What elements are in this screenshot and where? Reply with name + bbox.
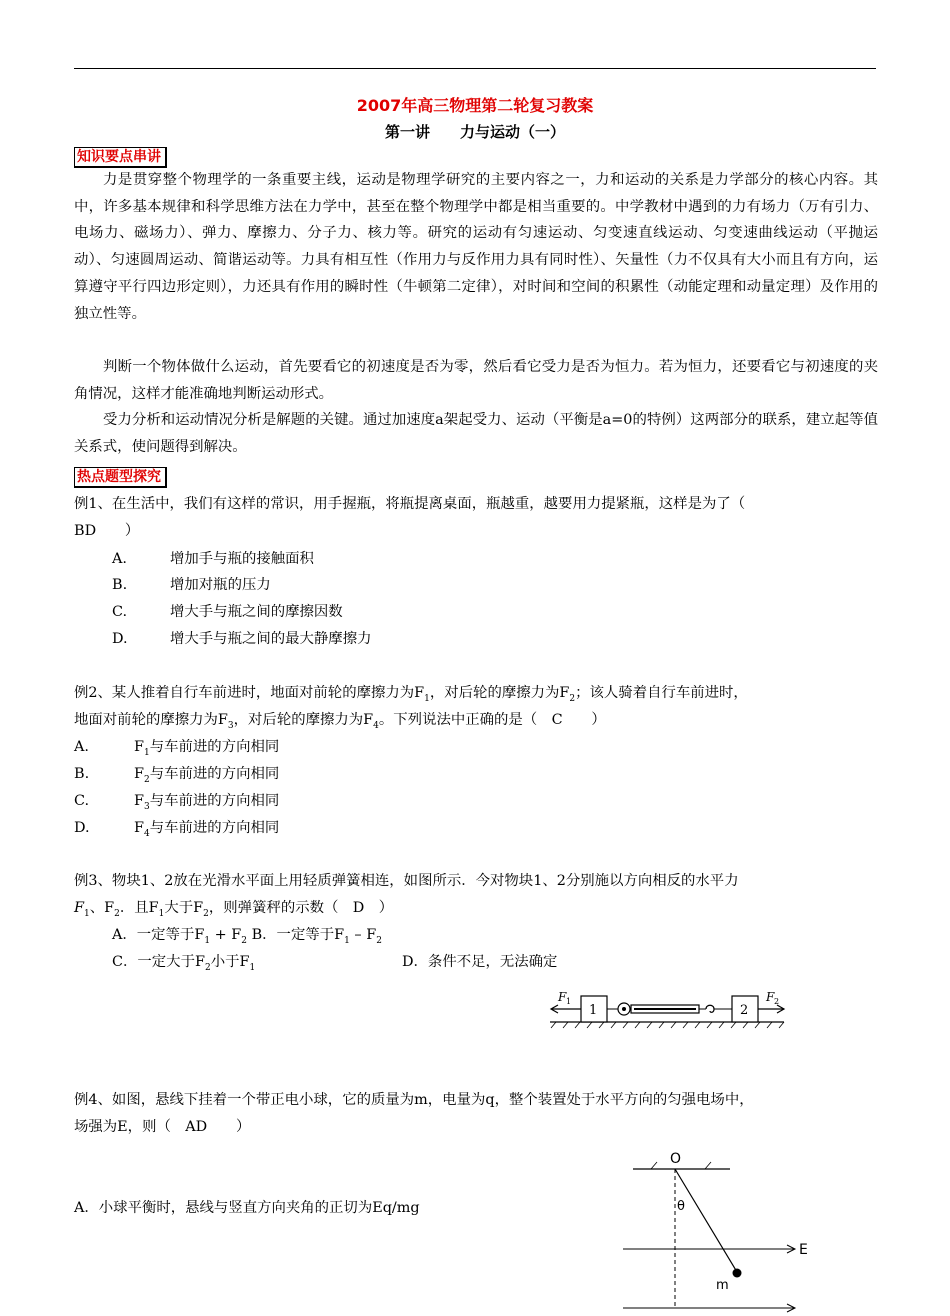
ex2-option-a bbox=[74, 737, 279, 763]
subscript: 1 bbox=[344, 935, 350, 946]
ex3-options-ab bbox=[112, 925, 382, 951]
ex2-option-b bbox=[74, 764, 279, 790]
subscript: 1 bbox=[204, 935, 211, 946]
option-label: D. bbox=[74, 820, 90, 836]
suspension-string bbox=[675, 1169, 737, 1272]
subscript: 3 bbox=[227, 720, 234, 731]
option-label: A. bbox=[74, 739, 89, 755]
ex3-option-c bbox=[112, 952, 255, 978]
angle-label: θ bbox=[677, 1199, 685, 1214]
paragraph-analysis: 受力分析和运动情况分析是解题的关键。通过加速度a架起受力、运动（平衡是a=0的特例）这两部分的联系，建立起等值关系式，使问题得到解决。 bbox=[74, 412, 878, 455]
subscript: 2 bbox=[376, 935, 382, 946]
ex3-text: 小于F bbox=[210, 954, 250, 970]
ex1-option-d bbox=[112, 629, 371, 649]
ex3-text: 、F bbox=[89, 900, 115, 916]
ex2-text: 。下列说法中正确的是（ C ） bbox=[378, 712, 606, 728]
option-text: 增大手与瓶之间的摩擦因数 bbox=[170, 604, 343, 620]
paragraph-intro: 力是贯穿整个物理学的一条重要主线，运动是物理学研究的主要内容之一，力和运动的关系是力学部分的核心内容。其中，许多基本规律和科学思维方法在力学中，甚至在整个物理学中都是相当重要的。中学教材中遇到的力有场力（万有引力、电场力、磁场力）、弹力、摩擦力、分子力、核力等。研究的运动有匀速运动、匀变速直线运动、匀变速曲线运动（平抛运动）、匀速圆周运动、简谐运动等。力具有相互性（作用力与反作用力具有同时性）、矢量性（力不仅具有大小而且有方向，运算遵守平行四边形定则），力还具有作用的瞬时性（牛顿第二定律），对时间和空间的积累性（动能定理和动量定理）及作用的独立性等。 bbox=[74, 172, 878, 322]
option-text: 增大手与瓶之间的最大静摩擦力 bbox=[170, 631, 372, 647]
subscript: 1 bbox=[424, 693, 430, 704]
option-label: C. bbox=[74, 793, 90, 809]
ex2-text: 例2、某人推着自行车前进时，地面对前轮的摩擦力为F bbox=[74, 685, 425, 701]
ground-hatching bbox=[551, 1022, 784, 1028]
ex1-question: 例1、在生活中，我们有这样的常识，用手握瓶，将瓶提离桌面，瓶越重，越要用力提紧瓶，这样是为了（ bbox=[74, 496, 746, 512]
ex3-text: 大于F bbox=[164, 900, 204, 916]
page-title: 2007年高三物理第二轮复习教案 bbox=[356, 96, 594, 115]
section-hotspot: 热点题型探究 bbox=[74, 467, 167, 488]
ex1-option-b bbox=[112, 575, 271, 595]
ex2-option-c bbox=[74, 791, 279, 817]
spring-hook bbox=[706, 1005, 714, 1012]
ex3-text: C．一定大于F bbox=[112, 954, 205, 970]
subscript: 3 bbox=[144, 801, 150, 812]
option-text: 增加手与瓶的接触面积 bbox=[170, 551, 314, 567]
ex3-option-d: D．条件不足，无法确定 bbox=[402, 954, 558, 970]
option-text: 与车前进的方向相同 bbox=[149, 766, 280, 782]
subscript: 1 bbox=[144, 747, 150, 758]
ex4-option-a: A．小球平衡时，悬线与竖直方向夹角的正切为Eq/mg bbox=[74, 1200, 420, 1216]
option-text: 与车前进的方向相同 bbox=[149, 739, 280, 755]
option-label: A. bbox=[112, 551, 127, 567]
force-symbol: F bbox=[134, 820, 144, 836]
ex3-text: ．且F bbox=[119, 900, 159, 916]
ex2-text: ；该人骑着自行车前进时， bbox=[575, 685, 748, 701]
ex3-text: + F bbox=[210, 927, 242, 943]
option-text: 与车前进的方向相同 bbox=[149, 820, 280, 836]
ex2-option-d bbox=[74, 818, 279, 844]
subscript: 2 bbox=[114, 908, 120, 919]
field-label: E bbox=[799, 1242, 808, 1258]
ex2-question-line1 bbox=[74, 683, 748, 709]
ex2-text: ，对后轮的摩擦力为F bbox=[233, 712, 374, 728]
ex4-question-line2: 场强为E，则（ AD ） bbox=[74, 1119, 251, 1135]
subscript: 4 bbox=[373, 720, 379, 731]
ex1-option-a bbox=[112, 549, 314, 569]
ex4-question-line1: 例4、如图，悬线下挂着一个带正电小球，它的质量为m，电量为q，整个装置处于水平方向的匀强电场中， bbox=[74, 1092, 754, 1108]
paragraph-motion: 判断一个物体做什么运动，首先要看它的初速度是否为零，然后看它受力是否为恒力。若为恒力，还要看它与初速度的夹角情况，这样才能准确地判断运动形式。 bbox=[74, 359, 878, 402]
ex3-option-a: A．一定等于F bbox=[112, 927, 205, 943]
subscript: 2 bbox=[204, 962, 211, 973]
block-2-label: 2 bbox=[740, 1003, 749, 1018]
ex2-question-line2 bbox=[74, 710, 606, 736]
option-text: 与车前进的方向相同 bbox=[149, 793, 280, 809]
option-label: D. bbox=[112, 631, 128, 647]
subscript: 2 bbox=[241, 935, 248, 946]
charged-ball bbox=[733, 1269, 742, 1278]
subscript: 4 bbox=[144, 828, 150, 839]
subscript: 1 bbox=[158, 908, 165, 919]
block-1-label: 1 bbox=[589, 1003, 598, 1018]
option-label: C. bbox=[112, 604, 128, 620]
pendulum-diagram bbox=[615, 1148, 815, 1314]
ex3-text: ，则弹簧秤的示数（ D ） bbox=[208, 900, 394, 916]
f1-label: F bbox=[558, 990, 567, 1004]
f1-subscript: 1 bbox=[566, 997, 572, 1006]
force-symbol: F bbox=[134, 793, 144, 809]
top-rule bbox=[74, 68, 876, 69]
ex1-answer: BD ） bbox=[74, 523, 140, 539]
subscript: 2 bbox=[203, 908, 209, 919]
option-label: B. bbox=[74, 766, 90, 782]
subscript: 2 bbox=[569, 693, 576, 704]
ex2-text: 地面对前轮的摩擦力为F bbox=[74, 712, 228, 728]
option-label: B. bbox=[112, 577, 128, 593]
lecture-subtitle: 第一讲 力与运动（一） bbox=[384, 123, 565, 141]
subscript: 1 bbox=[249, 962, 256, 973]
subscript: 2 bbox=[144, 774, 150, 785]
f2-subscript: 2 bbox=[774, 997, 780, 1006]
ex1-option-c bbox=[112, 602, 343, 622]
pivot-label: O bbox=[670, 1151, 682, 1167]
ex2-text: ，对后轮的摩擦力为F bbox=[429, 685, 570, 701]
spring-ring-center bbox=[622, 1007, 626, 1011]
force-symbol: F bbox=[74, 900, 84, 916]
ex3-question-line2 bbox=[74, 898, 393, 924]
force-symbol: F bbox=[134, 766, 144, 782]
option-text: 增加对瓶的压力 bbox=[170, 577, 271, 593]
mass-label: m bbox=[716, 1278, 729, 1293]
ex3-text: – F bbox=[349, 927, 377, 943]
ex3-option-b: B．一定等于F bbox=[251, 927, 345, 943]
section-knowledge: 知识要点串讲 bbox=[74, 147, 167, 168]
spring-diagram bbox=[548, 985, 788, 1035]
f2-label: F bbox=[766, 990, 775, 1004]
ex3-question-line1: 例3、物块1、2放在光滑水平面上用轻质弹簧相连，如图所示．今对物块1、2分别施以方向相反的水平力 bbox=[74, 873, 739, 889]
force-symbol: F bbox=[134, 739, 144, 755]
subscript: 1 bbox=[84, 908, 90, 919]
